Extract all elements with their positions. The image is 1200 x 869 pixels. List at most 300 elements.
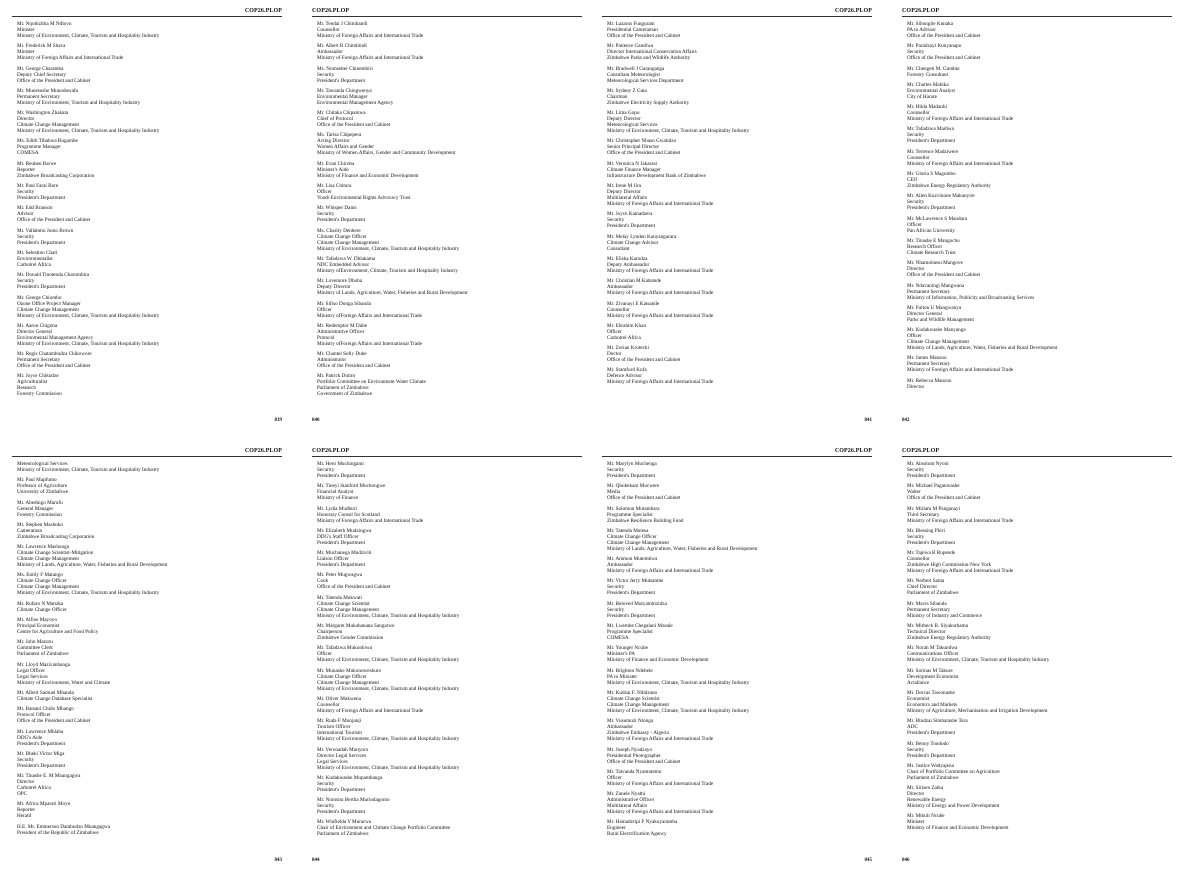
document-page bbox=[890, 440, 1180, 865]
entry-line: Pan African University bbox=[907, 227, 955, 234]
participant-entry bbox=[907, 668, 1176, 686]
entry-line: Senior Principal Director bbox=[607, 144, 660, 151]
entry-line: Meteorological Services bbox=[17, 461, 68, 467]
participant-entry bbox=[17, 228, 286, 246]
entry-line: Mr. Ruda F Munjanji bbox=[317, 718, 362, 725]
entry-line: Ministry of Foreign Affairs and International Trade bbox=[607, 290, 714, 297]
entry-line: Development Economist bbox=[907, 673, 959, 680]
participant-entry bbox=[907, 82, 1176, 100]
participant-entry bbox=[607, 138, 876, 156]
page-number: 842 bbox=[902, 418, 910, 423]
entry-line: Mr. Ebrahim Khan bbox=[607, 322, 647, 329]
entry-line: Mr. Patrick Dutiro bbox=[317, 373, 356, 380]
entry-line: Mr. Sorinas M Takure bbox=[907, 667, 953, 674]
entry-line: Mr. Hamadzripi F Nyakuyaramba bbox=[607, 819, 678, 826]
entry-line: Ministry of Environment, Climate, Tourism and Hospitality Industry bbox=[317, 764, 460, 771]
entry-line: Ministry of Foreign Affairs and International Trade bbox=[607, 568, 714, 575]
entry-line: Mr. Lisa Chitura bbox=[317, 183, 352, 190]
participant-entry bbox=[17, 662, 286, 686]
entry-line: Ministry of Environment, Climate, Tourism and Hospitality Industry bbox=[317, 245, 460, 252]
entry-line: Agriculturalist bbox=[17, 379, 48, 386]
entry-line: Reporter bbox=[17, 807, 36, 814]
entry-line: Mr. Stephen Mashoko bbox=[17, 521, 63, 528]
entry-line: Mr. Lazarus Fungurani bbox=[607, 21, 655, 27]
participant-entry bbox=[907, 763, 1176, 781]
entry-line: Ministry of Women Affairs, Gender and Community Development bbox=[317, 150, 456, 157]
entry-line: Director bbox=[907, 791, 925, 798]
participant-entry bbox=[607, 367, 876, 385]
entry-line: Parliament of Zimbabwe bbox=[907, 590, 959, 597]
entry-line: Ministry of Foreign Affairs and International Trade bbox=[317, 517, 424, 524]
entry-line: Security bbox=[317, 211, 335, 218]
entry-line: Centre for Agriculture and Food Policy bbox=[17, 629, 99, 636]
entry-line: Mr. Lloyd Mazivanhanga bbox=[17, 661, 70, 668]
entry-line: Climate Research Trust bbox=[907, 249, 956, 256]
entry-line: Legal Services bbox=[317, 758, 348, 765]
entry-line: Mr. Whisper Dams bbox=[317, 205, 357, 212]
entry-line: Climate Change Management bbox=[17, 122, 79, 129]
entry-line: Mr. Terrence Madziwere bbox=[907, 148, 959, 155]
participant-entry bbox=[17, 572, 286, 596]
entry-line: Security bbox=[17, 189, 35, 196]
page-header-title: COP26.PLOP bbox=[244, 8, 282, 14]
participant-entry bbox=[17, 66, 286, 84]
entry-line: Mr. Nhamoinesu Mangove bbox=[907, 260, 963, 267]
entry-line: Mr. Ndavaningi Mangwana bbox=[907, 282, 965, 289]
entry-line: Parliament of Zimbabwe bbox=[317, 831, 369, 838]
participant-entry bbox=[17, 272, 286, 290]
entry-line: Mr. Hilda Madanhi bbox=[907, 104, 947, 111]
entry-line: Research bbox=[17, 385, 37, 392]
entry-line: President's Department bbox=[317, 809, 366, 816]
entry-line: DDG's Aide bbox=[17, 734, 43, 741]
participant-entry bbox=[317, 623, 586, 641]
entry-line: Mr. Dorcas Tawonashe bbox=[907, 689, 955, 696]
entry-line: Mr. Tafadzwa Mukonhiwa bbox=[317, 645, 373, 652]
entry-line: Administrator bbox=[317, 357, 347, 364]
entry-line: Climate Change Management bbox=[907, 339, 969, 346]
entry-line: Professor of Agriculture bbox=[17, 483, 68, 490]
entry-line: Mr. Kudakwashe Manyanga bbox=[907, 327, 966, 334]
entry-line: Office of the President and Cabinet bbox=[607, 758, 681, 765]
entry-line: Ambassador bbox=[607, 724, 633, 731]
participant-entry bbox=[317, 819, 586, 837]
participant-entry bbox=[317, 483, 586, 501]
entry-line: Counsellor bbox=[907, 154, 930, 161]
entry-line: Ministry of Environment, Climate, Tourism and Hospitality Industry bbox=[317, 657, 460, 664]
entry-line: Security bbox=[317, 780, 335, 787]
entry-line: Mr. Lawrence Mashungu bbox=[17, 544, 70, 551]
participant-entry bbox=[17, 373, 286, 397]
entry-line: Technical Director bbox=[907, 629, 946, 636]
participant-entry bbox=[317, 373, 586, 397]
participant-entry bbox=[607, 769, 876, 787]
entry-line: PA to Advisor bbox=[907, 27, 936, 33]
entry-line: Office of the President and Cabinet bbox=[607, 33, 681, 39]
entry-line: Mr. Gloria S Magombo bbox=[907, 171, 956, 178]
entry-line: Ms. Nomsetter Chinembiri bbox=[317, 65, 373, 72]
participant-entry bbox=[907, 645, 1176, 663]
entry-line: Minister bbox=[17, 49, 35, 56]
entry-line: Climate Change Officer bbox=[317, 673, 367, 680]
participant-entry bbox=[317, 572, 586, 590]
entry-line: Consultant Meteorologist bbox=[607, 71, 660, 78]
entry-line: Ministry of Environment, Tourism and Hospitality Industry bbox=[17, 99, 141, 106]
entry-line: Ministry of Finance and Economic Development bbox=[317, 172, 419, 179]
entry-line: Defence Advisor bbox=[607, 373, 643, 380]
participant-entry bbox=[17, 801, 286, 819]
participant-list bbox=[907, 461, 1176, 836]
entry-line: Mr. Tafadzwa W. Dhlakama bbox=[317, 255, 376, 262]
participant-entry bbox=[17, 110, 286, 134]
entry-line: Chief of Protocol bbox=[317, 116, 354, 123]
entry-line: Waiter bbox=[907, 489, 921, 496]
entry-line: Ministry of Foreign Affairs and International Trade bbox=[607, 379, 714, 386]
entry-line: International Tourism bbox=[317, 730, 362, 737]
entry-line: Mr. John Mazuru bbox=[17, 639, 53, 646]
entry-line: Ministry of Lands, Agriculture, Water, Fisheries and Rural Development bbox=[607, 545, 758, 552]
entry-line: Ministry of Environment, Climate, Tourism and Hospitality Industry bbox=[607, 679, 750, 686]
entry-line: Mr. Sibongile Kunaka bbox=[907, 21, 953, 27]
participant-entry bbox=[17, 88, 286, 106]
document-page bbox=[590, 440, 880, 865]
entry-line: Protocol Officer bbox=[17, 712, 51, 719]
entry-line: Mr. Bheki Victor Miga bbox=[17, 750, 65, 757]
participant-entry bbox=[607, 528, 876, 552]
header-rule bbox=[602, 16, 872, 17]
participant-entry bbox=[907, 355, 1176, 373]
participant-entry bbox=[17, 323, 286, 347]
participant-entry bbox=[17, 183, 286, 201]
entry-line: Climate Change Officer bbox=[317, 233, 367, 240]
participant-entry bbox=[607, 183, 876, 207]
entry-line: Financial Analyst bbox=[317, 489, 354, 496]
participant-entry bbox=[907, 623, 1176, 641]
entry-line: Mr. Donald Tinotenda Charumbira bbox=[17, 272, 90, 279]
entry-line: Climate Change Management bbox=[317, 679, 379, 686]
entry-line: Deputy Director bbox=[317, 284, 351, 291]
entry-line: Counsellor bbox=[317, 27, 340, 33]
page-number: 845 bbox=[864, 858, 872, 863]
entry-line: President's Department bbox=[317, 786, 366, 793]
entry-line: Permanent Secretary bbox=[17, 357, 61, 364]
entry-line: Security bbox=[907, 132, 925, 139]
entry-line: Mr. Hero Muchingami bbox=[317, 461, 364, 467]
entry-line: Director General bbox=[907, 310, 942, 317]
page-number: 841 bbox=[864, 418, 872, 423]
entry-line: Security bbox=[17, 233, 35, 240]
participant-entry bbox=[907, 461, 1176, 479]
participant-entry bbox=[907, 528, 1176, 546]
entry-line: Ministry of Environment, Climate, Tourism and Hospitality Industry bbox=[607, 707, 750, 714]
entry-line: Mr. Rufaro N Matsika bbox=[17, 600, 64, 607]
entry-line: Mr. Charles Mabika bbox=[907, 81, 949, 88]
participant-entry bbox=[607, 278, 876, 296]
participant-entry bbox=[317, 323, 586, 347]
participant-entry bbox=[17, 773, 286, 797]
entry-line: Mr. Chengeti M. Gumbie bbox=[907, 65, 960, 72]
entry-line: President's Department bbox=[17, 195, 66, 202]
participant-entry bbox=[607, 718, 876, 742]
entry-line: Presidential Photographer bbox=[607, 752, 661, 759]
participant-entry bbox=[907, 43, 1176, 61]
entry-line: Youth Environmental Rights Advocacy Trust bbox=[317, 195, 411, 202]
entry-line: President's Department bbox=[907, 539, 956, 546]
participant-entry bbox=[317, 110, 586, 128]
entry-line: Ministry of Foreign Affairs and International Trade bbox=[317, 707, 424, 714]
participant-entry bbox=[607, 819, 876, 837]
entry-line: Mr. Kudakwashe Mupambanga bbox=[317, 774, 383, 781]
entry-line: Mr. Chantel Solly Dube bbox=[317, 351, 367, 358]
participant-list bbox=[607, 21, 876, 390]
entry-line: Zimbabwe Resilience Building Fund bbox=[607, 517, 684, 524]
entry-line: Mr. Chitaka Chipamwa bbox=[317, 110, 366, 117]
participant-entry bbox=[907, 216, 1176, 234]
entry-line: Ministry of Environment, Climate, Tourism and Hospitality Industry bbox=[907, 657, 1050, 664]
participant-entry bbox=[907, 327, 1176, 351]
entry-line: Director International Conservation Affairs bbox=[607, 49, 697, 56]
entry-line: Mr. Sifiso Donga Sibanda bbox=[317, 300, 371, 307]
entry-line: Ministry of Finance and Economic Development bbox=[907, 825, 1009, 832]
entry-line: Ms. Charity Denhere bbox=[317, 227, 361, 234]
participant-entry bbox=[607, 345, 876, 363]
entry-line: Ministry of Foreign Affairs and International Trade bbox=[317, 55, 424, 62]
entry-line: Mr. Lydia Mudhuri bbox=[317, 505, 357, 512]
entry-line: Multilateral Affairs bbox=[607, 195, 648, 202]
participant-entry bbox=[907, 601, 1176, 619]
entry-line: Ministry of Environment, Climate, Tourism and Hospitality Industry bbox=[17, 312, 160, 319]
entry-line: H.E. Mr. Emmerson Dambudzo Mnangagwa bbox=[17, 823, 110, 830]
participant-entry bbox=[17, 351, 286, 369]
entry-line: Security bbox=[907, 533, 925, 540]
entry-line: Ministry of Environment, Climate, Tourism and Hospitality Industry bbox=[317, 736, 460, 743]
entry-line: President's Department bbox=[907, 752, 956, 759]
entry-line: Office of the President and Cabinet bbox=[907, 55, 981, 62]
participant-entry bbox=[17, 617, 286, 635]
entry-line: Ministry of Foreign Affairs and International Trade bbox=[607, 809, 714, 816]
participant-entry bbox=[607, 645, 876, 663]
entry-line: Ministry of Environment, Climate, Tourism and Hospitality Industry bbox=[17, 467, 160, 473]
participant-entry bbox=[607, 483, 876, 501]
entry-line: Mr. Zanele Nyathi bbox=[607, 791, 646, 798]
entry-line: Forestry Commission bbox=[17, 511, 62, 518]
entry-line: Mr. Tendai J Chimbandi bbox=[317, 21, 368, 27]
entry-line: Mr. Frederick M Shava bbox=[17, 43, 66, 50]
participant-entry bbox=[907, 171, 1176, 189]
entry-line: Security bbox=[607, 467, 625, 473]
entry-line: Deputy Director bbox=[607, 116, 641, 123]
participant-entry bbox=[907, 690, 1176, 714]
entry-line: Carbotrel Africa bbox=[17, 785, 51, 792]
entry-line: Mr. Kudzai F. Ndidzano bbox=[607, 689, 658, 696]
participant-entry bbox=[607, 161, 876, 179]
entry-line: Ministry of Finance bbox=[317, 495, 359, 502]
entry-line: Officer bbox=[317, 651, 332, 658]
entry-line: Mr. Brighton Ndebele bbox=[607, 667, 653, 674]
entry-line: Ministry of Environment, Climate, Tourism and Hospitality Industry bbox=[17, 128, 160, 135]
entry-line: Parks and Wildlife Management bbox=[907, 316, 974, 323]
entry-line: Officer bbox=[607, 328, 622, 335]
participant-list bbox=[317, 21, 586, 402]
entry-line: Mr. James Manzou bbox=[907, 355, 947, 362]
entry-line: Mr. Edd Branson bbox=[17, 205, 53, 212]
entry-line: Ministry of Environment, Climate, Tourism and Hospitality Industry bbox=[17, 33, 160, 39]
entry-line: Ministry of Environment, Climate, Tourism and Hospitality Industry bbox=[607, 128, 750, 135]
participant-entry bbox=[317, 228, 586, 252]
participant-entry bbox=[317, 351, 586, 369]
entry-line: Mr. Tatvanda Nyamutemo bbox=[607, 768, 662, 775]
entry-line: Chairman bbox=[607, 93, 628, 100]
entry-line: Mr. Irene M Jiru bbox=[607, 183, 642, 190]
participant-entry bbox=[17, 824, 286, 836]
entry-line: Mr. Tinashe E Mangocho bbox=[907, 237, 960, 244]
entry-line: Climate Change Management bbox=[607, 701, 669, 708]
page-header-title: COP26.PLOP bbox=[902, 8, 940, 14]
entry-line: Ministry ofEnvironment, Climate, Tourism and Hospitality Industry bbox=[317, 267, 459, 274]
participant-entry bbox=[907, 785, 1176, 809]
entry-line: Mr. Michael Paganwashe bbox=[907, 483, 960, 490]
entry-line: Ministry of Environment, Climate, Tourism and Hospitality Industry bbox=[317, 685, 460, 692]
entry-line: Climate Change Officer bbox=[607, 533, 657, 540]
entry-line: Programme Specialist bbox=[607, 511, 653, 518]
entry-line: Mr. Nerbert Sama bbox=[907, 578, 945, 585]
entry-line: Government of Zimbabwe bbox=[317, 391, 373, 398]
entry-line: Climate Change Database Specialist bbox=[17, 695, 93, 702]
entry-line: Mr. Lima Gopo bbox=[607, 110, 640, 117]
entry-line: Environmental Management Agency bbox=[317, 99, 394, 106]
entry-line: Mr. Selestino Chari bbox=[17, 249, 58, 256]
entry-line: Carbotrel Africa bbox=[607, 334, 641, 341]
entry-line: Parliament of Zimbabwe bbox=[317, 385, 369, 392]
entry-line: President's Department bbox=[907, 473, 956, 479]
entry-line: Office of the President and Cabinet bbox=[17, 363, 91, 370]
entry-line: Security bbox=[17, 756, 35, 763]
entry-line: Rural Electrification Agency bbox=[607, 831, 667, 838]
participant-entry bbox=[17, 690, 286, 702]
entry-line: Mr. Reuben Barwe bbox=[17, 160, 57, 167]
entry-line: Director bbox=[907, 266, 925, 273]
entry-line: Director General bbox=[17, 328, 52, 335]
entry-line: Mr. Paul Mapfumo bbox=[17, 477, 57, 484]
entry-line: Liaison Officer bbox=[317, 556, 349, 563]
entry-line: Mr. Alfios Mayoyo bbox=[17, 617, 57, 624]
entry-line: Mr. Justice Wadyajena bbox=[907, 762, 954, 769]
participant-entry bbox=[907, 66, 1176, 78]
participant-entry bbox=[907, 104, 1176, 122]
entry-line: Security bbox=[607, 584, 625, 591]
entry-line: Environmental Analyst bbox=[907, 87, 955, 94]
participant-entry bbox=[17, 138, 286, 156]
entry-line: Ministry of Foreign Affairs and International Trade bbox=[607, 267, 714, 274]
entry-line: Renewable Energy bbox=[907, 797, 947, 804]
page-header-title: COP26.PLOP bbox=[244, 448, 282, 454]
entry-line: Mr. Christian M Katsande bbox=[607, 278, 662, 285]
participant-entry bbox=[607, 578, 876, 596]
participant-list bbox=[17, 461, 286, 840]
entry-line: Mr. George Charamba bbox=[17, 65, 64, 72]
entry-line: Security bbox=[17, 278, 35, 285]
participant-entry bbox=[317, 43, 586, 61]
entry-line: Mr. Stamford Kufa bbox=[607, 367, 647, 374]
participant-entry bbox=[17, 729, 286, 747]
participant-entry bbox=[607, 506, 876, 524]
entry-line: ADC bbox=[907, 724, 918, 731]
entry-line: Mr. Mirbeck B. Siyakurhama bbox=[907, 623, 968, 630]
entry-line: Security bbox=[907, 467, 925, 473]
entry-line: Honorary Consul for Scotland bbox=[317, 511, 380, 518]
entry-line: Counsellor bbox=[907, 110, 930, 117]
document-page bbox=[890, 0, 1180, 425]
entry-line: Ministry of Foreign Affairs and International Trade bbox=[907, 568, 1014, 575]
entry-line: Mr. Elisha Karodza bbox=[607, 255, 648, 262]
entry-line: Zimbabwe Electricity Supply Authority bbox=[607, 99, 690, 106]
entry-line: President's Department bbox=[317, 539, 366, 546]
entry-line: Mr. Christopher Nhaso Gwatidzo bbox=[607, 138, 677, 145]
entry-line: Climate Change Management bbox=[317, 239, 379, 246]
entry-line: Mr. Tineyi Stanford Muchongwe bbox=[317, 483, 386, 490]
entry-line: Ministry of Foreign Affairs and International Trade bbox=[607, 736, 714, 743]
entry-line: Research Officer bbox=[907, 243, 943, 250]
entry-line: Ozone Office Project Manager bbox=[17, 300, 81, 307]
entry-line: Multilateral Affairs bbox=[607, 803, 648, 810]
entry-line: Mr. Absolom Nyoni bbox=[907, 461, 949, 467]
entry-line: Mr. Lwembe Chegalani Mzeale bbox=[607, 623, 673, 630]
participant-entry bbox=[907, 483, 1176, 501]
entry-line: Presidential Cameraman bbox=[607, 27, 658, 33]
entry-line: Ms. Emily F Matango bbox=[17, 572, 63, 579]
entry-line: Cook bbox=[317, 578, 329, 585]
document-page bbox=[300, 440, 590, 865]
entry-line: Mr. Miriam M Panganayi bbox=[907, 505, 961, 512]
entry-line: Zimbabwe Energy Regulatory Authority bbox=[907, 183, 991, 190]
entry-line: President's Department bbox=[317, 562, 366, 569]
entry-line: Officer bbox=[907, 221, 922, 228]
entry-line: Ministry of Industry and Commerce bbox=[907, 612, 982, 619]
entry-line: Ministry of Foreign Affairs and International Trade bbox=[607, 201, 714, 208]
entry-line: Director Legal Services bbox=[317, 752, 367, 759]
entry-line: Mr. Abednigo Marufu bbox=[17, 499, 63, 506]
entry-line: Mr. Allen Kuzvinone Makanyire bbox=[907, 193, 975, 200]
participant-entry bbox=[607, 791, 876, 815]
participant-entry bbox=[607, 256, 876, 274]
entry-line: Economics and Markets bbox=[907, 701, 958, 708]
page-number: 844 bbox=[312, 858, 320, 863]
entry-line: COMESA bbox=[17, 150, 39, 157]
document-page bbox=[300, 0, 590, 425]
entry-line: Office of the President and Cabinet bbox=[317, 122, 391, 129]
entry-line: Mr. Zorian Krotecki bbox=[607, 345, 649, 352]
entry-line: Mr. Beloved Mutyambizidza bbox=[607, 600, 667, 607]
participant-entry bbox=[317, 506, 586, 524]
entry-line: Herald bbox=[17, 813, 32, 820]
entry-line: Mr. Solomon Mutambara bbox=[607, 505, 660, 512]
entry-line: Ministry of Information, Publicity and Broadcasting Services bbox=[907, 294, 1035, 301]
entry-line: Permanent Secretary bbox=[907, 606, 951, 613]
entry-line: Mr. Benny Toododo bbox=[907, 740, 949, 747]
participant-list bbox=[607, 461, 876, 842]
entry-line: Mr. Nqobizitha M Ndlovu bbox=[17, 21, 72, 27]
participant-entry bbox=[17, 477, 286, 495]
entry-line: Officer bbox=[907, 333, 922, 340]
entry-line: Mr. Paradzayi Kunyanapo bbox=[907, 43, 962, 50]
entry-line: Office of the President and Cabinet bbox=[607, 495, 681, 502]
entry-line: Mr. Zivanayi E Katsande bbox=[607, 300, 660, 307]
entry-line: Mr. Margaret Mukahanana Sangarwe bbox=[317, 623, 395, 630]
entry-line: Zimbabwe High Commission-New York bbox=[907, 562, 992, 569]
participant-entry bbox=[17, 706, 286, 724]
participant-entry bbox=[607, 43, 876, 61]
entry-line: Mr. Qhubekani Mucwere bbox=[607, 483, 660, 490]
